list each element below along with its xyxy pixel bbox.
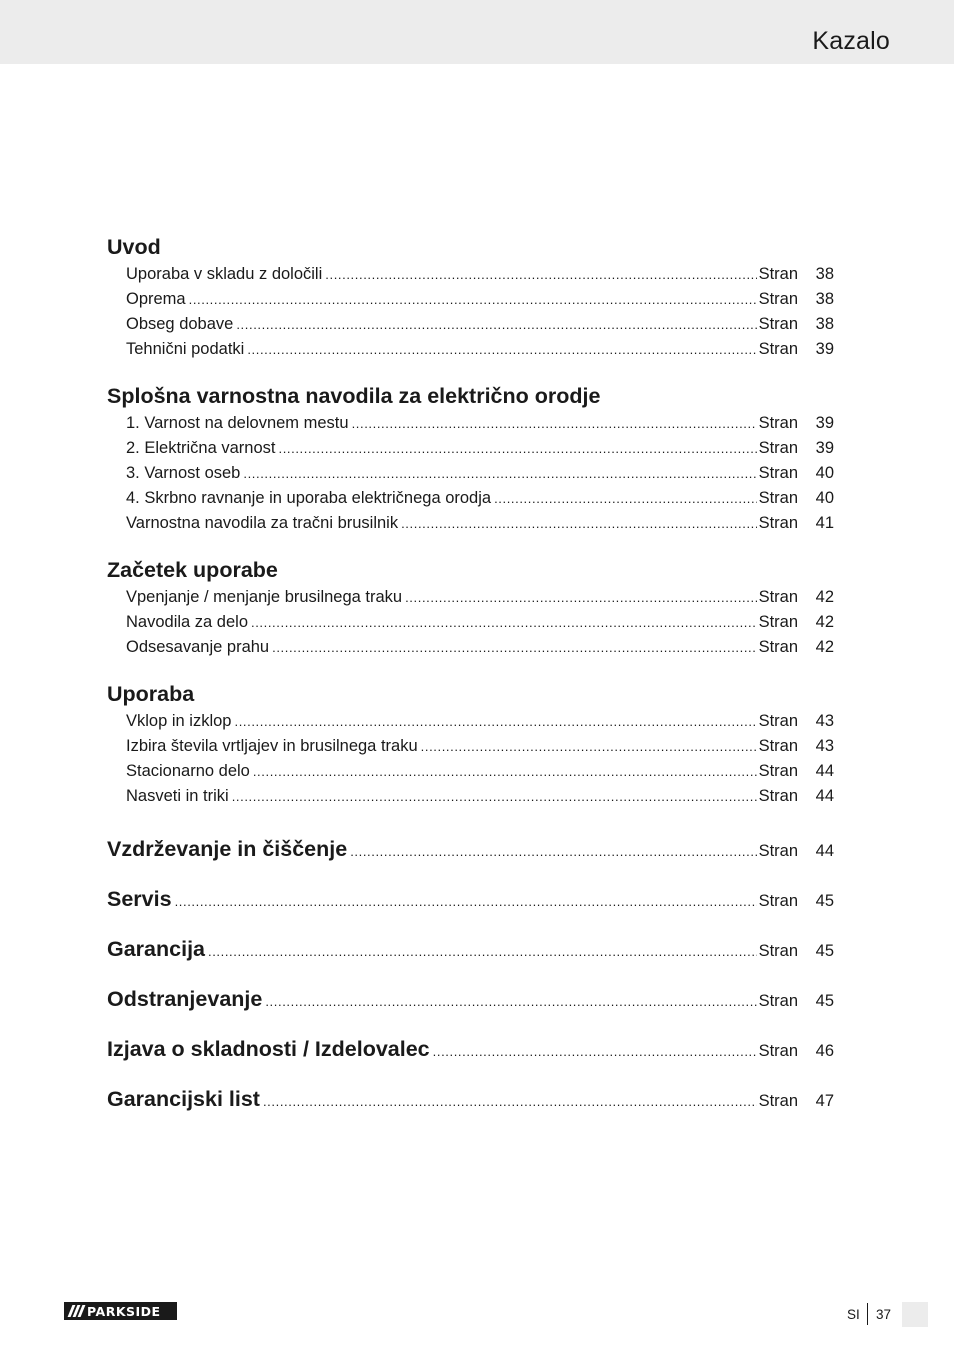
toc-entry[interactable] xyxy=(107,287,834,312)
dot-leader xyxy=(243,461,756,486)
page-word: Stran xyxy=(758,489,798,507)
page-number: 45 xyxy=(815,892,834,910)
language-code: SI xyxy=(847,1307,860,1322)
toc-entry[interactable] xyxy=(107,312,834,337)
dot-leader xyxy=(494,486,756,511)
page-number: 43 xyxy=(815,712,834,730)
toc-entry[interactable] xyxy=(107,461,834,486)
dot-leader xyxy=(234,709,756,734)
entry-label: Uporaba v skladu z določili xyxy=(126,265,323,283)
page-number: 40 xyxy=(815,489,834,507)
entry-label: Servis xyxy=(107,887,172,911)
page-number: 44 xyxy=(815,762,834,780)
dot-leader xyxy=(405,585,756,610)
page-number: 38 xyxy=(815,265,834,283)
toc-entry[interactable] xyxy=(107,411,834,436)
dot-leader xyxy=(350,827,756,877)
page-word: Stran xyxy=(758,737,798,755)
dot-leader xyxy=(251,610,757,635)
entry-label: 3. Varnost oseb xyxy=(126,464,241,482)
toc-entry[interactable] xyxy=(107,585,834,610)
page-word: Stran xyxy=(758,1092,798,1110)
page-word: Stran xyxy=(758,638,798,656)
entry-label: Garancija xyxy=(107,937,205,961)
page-number: 46 xyxy=(815,1042,834,1060)
toc-entry[interactable] xyxy=(107,635,834,660)
entry-label: Odsesavanje prahu xyxy=(126,638,270,656)
toc-main-entry[interactable] xyxy=(107,974,834,1024)
toc-entry[interactable] xyxy=(107,486,834,511)
parkside-logo xyxy=(64,1302,177,1320)
toc-entry[interactable] xyxy=(107,337,834,362)
entry-label: Odstranjevanje xyxy=(107,987,263,1011)
footer-page-number: 37 xyxy=(876,1307,892,1322)
entry-label: Tehnični podatki xyxy=(126,340,245,358)
toc-entry[interactable] xyxy=(107,511,834,536)
page-number: 42 xyxy=(815,613,834,631)
page-number: 38 xyxy=(815,290,834,308)
dot-leader xyxy=(401,511,756,536)
entry-label: Garancijski list xyxy=(107,1087,260,1111)
page-word: Stran xyxy=(758,992,798,1010)
entry-label: Nasveti in triki xyxy=(126,787,229,805)
table-of-contents xyxy=(107,233,834,1124)
page-word: Stran xyxy=(758,1042,798,1060)
page-number: 47 xyxy=(815,1092,834,1110)
page-word: Stran xyxy=(758,842,798,860)
dot-leader xyxy=(253,759,757,784)
toc-entry[interactable] xyxy=(107,784,834,809)
toc-entry[interactable] xyxy=(107,709,834,734)
page-word: Stran xyxy=(758,265,798,283)
page-word: Stran xyxy=(758,892,798,910)
entry-label: Varnostna navodila za tračni brusilnik xyxy=(126,514,399,532)
page-word: Stran xyxy=(758,315,798,333)
page-number: 39 xyxy=(815,414,834,432)
toc-main-entry[interactable] xyxy=(107,824,834,874)
page-word: Stran xyxy=(758,414,798,432)
entry-label: Izjava o skladnosti / Izdelovalec xyxy=(107,1037,430,1061)
section-heading: Splošna varnostna navodila za električno orodje xyxy=(107,384,601,408)
dot-leader xyxy=(175,877,757,927)
dot-leader xyxy=(278,436,756,461)
entry-label: Izbira števila vrtljajev in brusilnega traku xyxy=(126,737,418,755)
page-number: 45 xyxy=(815,942,834,960)
page-word: Stran xyxy=(758,514,798,532)
dot-leader xyxy=(247,337,756,362)
entry-label: Obseg dobave xyxy=(126,315,234,333)
section-heading: Uporaba xyxy=(107,682,195,706)
toc-main-entry[interactable] xyxy=(107,1024,834,1074)
toc-entry[interactable] xyxy=(107,436,834,461)
dot-leader xyxy=(433,1027,757,1077)
footer-tab-box xyxy=(902,1302,928,1327)
logo-stripes-icon xyxy=(64,1302,86,1320)
page-number: 42 xyxy=(815,638,834,656)
page-number: 42 xyxy=(815,588,834,606)
page-word: Stran xyxy=(758,588,798,606)
dot-leader xyxy=(263,1077,757,1127)
dot-leader xyxy=(421,734,757,759)
page-number: 43 xyxy=(815,737,834,755)
dot-leader xyxy=(236,312,756,337)
entry-label: Stacionarno delo xyxy=(126,762,250,780)
toc-section-use xyxy=(107,680,834,809)
toc-entry[interactable] xyxy=(107,734,834,759)
page-number: 45 xyxy=(815,992,834,1010)
entry-label: Vpenjanje / menjanje brusilnega traku xyxy=(126,588,403,606)
entry-label: 1. Varnost na delovnem mestu xyxy=(126,414,349,432)
page-word: Stran xyxy=(758,464,798,482)
page-word: Stran xyxy=(758,942,798,960)
toc-main-entry[interactable] xyxy=(107,874,834,924)
page-word: Stran xyxy=(758,340,798,358)
page-number: 41 xyxy=(815,514,834,532)
toc-section-start xyxy=(107,556,834,660)
page-number: 39 xyxy=(815,439,834,457)
page-number: 40 xyxy=(815,464,834,482)
page-word: Stran xyxy=(758,439,798,457)
page-number: 44 xyxy=(815,842,834,860)
entry-label: 2. Električna varnost xyxy=(126,439,276,457)
section-heading: Uvod xyxy=(107,235,161,259)
page-number: 39 xyxy=(815,340,834,358)
page-word: Stran xyxy=(758,712,798,730)
section-heading: Začetek uporabe xyxy=(107,558,278,582)
page-number: 44 xyxy=(815,787,834,805)
dot-leader xyxy=(272,635,756,660)
toc-entry[interactable] xyxy=(107,262,834,287)
page-word: Stran xyxy=(758,762,798,780)
page-number: 38 xyxy=(815,315,834,333)
entry-label: Vklop in izklop xyxy=(126,712,232,730)
footer-divider xyxy=(867,1303,868,1325)
dot-leader xyxy=(352,411,757,436)
toc-section-safety xyxy=(107,382,834,536)
logo-text: PARKSIDE xyxy=(87,1303,161,1319)
toc-section-uvod xyxy=(107,233,834,362)
page-word: Stran xyxy=(758,787,798,805)
page-word: Stran xyxy=(758,613,798,631)
header-bar xyxy=(0,0,954,64)
entry-label: Oprema xyxy=(126,290,186,308)
toc-main-entry[interactable] xyxy=(107,924,834,974)
dot-leader xyxy=(208,927,757,977)
toc-entry[interactable] xyxy=(107,610,834,635)
entry-label: Vzdrževanje in čiščenje xyxy=(107,837,348,861)
toc-main-entry[interactable] xyxy=(107,1074,834,1124)
toc-main-entries xyxy=(107,824,834,1124)
dot-leader xyxy=(232,784,757,809)
page-title: Kazalo xyxy=(812,27,890,55)
page-word: Stran xyxy=(758,290,798,308)
dot-leader xyxy=(325,262,756,287)
dot-leader xyxy=(265,977,756,1027)
toc-entry[interactable] xyxy=(107,759,834,784)
entry-label: 4. Skrbno ravnanje in uporaba električnega orodja xyxy=(126,489,492,507)
dot-leader xyxy=(189,287,757,312)
entry-label: Navodila za delo xyxy=(126,613,248,631)
